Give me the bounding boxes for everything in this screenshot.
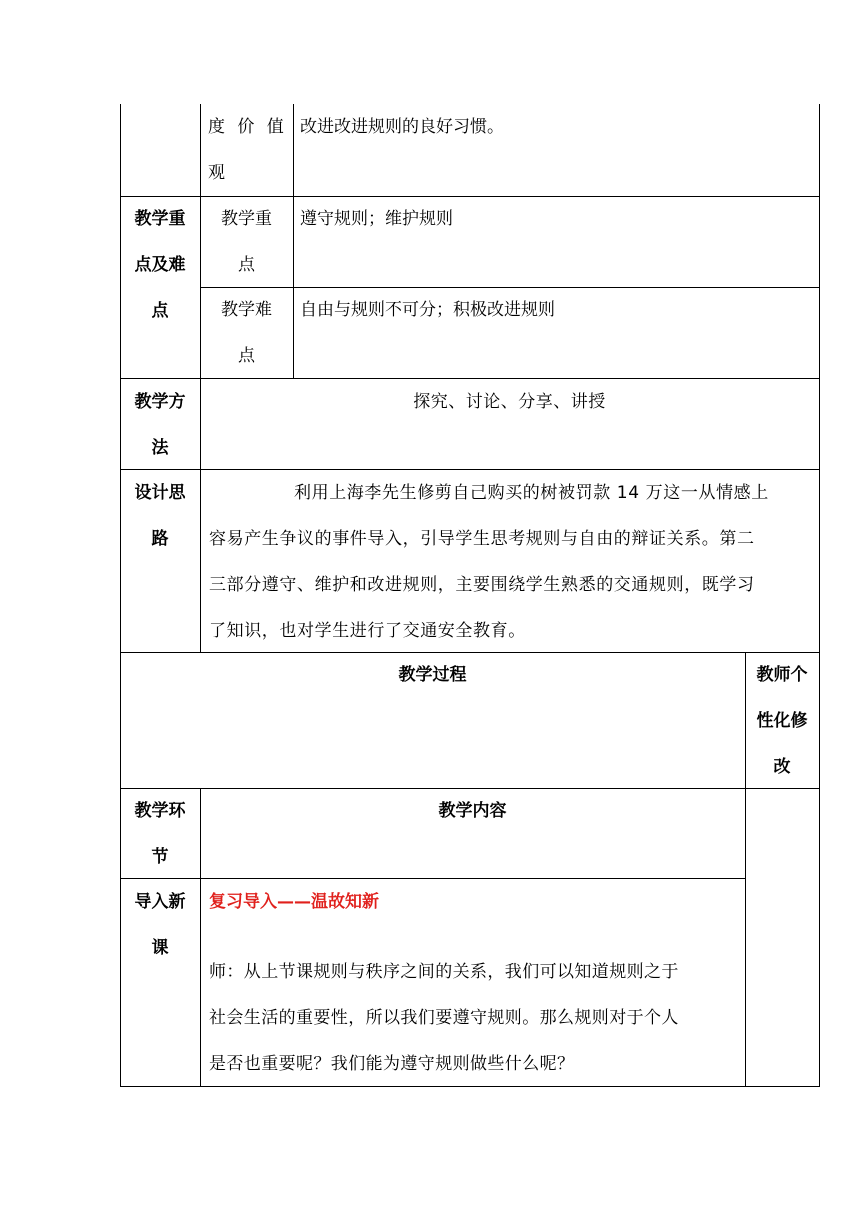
intro-heading: 复习导入——温故知新	[209, 892, 379, 912]
stage-label-line-1: 教学环	[134, 801, 186, 821]
method-label-line-1: 教学方	[134, 392, 186, 412]
intro-text-line-2: 社会生活的重要性，所以我们要遵守规则。那么规则对于个人	[209, 1008, 679, 1028]
design-text-line-2: 容易产生争议的事件导入，引导学生思考规则与自由的辩证关系。第二	[209, 529, 755, 549]
table-border-right	[819, 104, 820, 1086]
attitude-content: 改进改进规则的良好习惯。	[300, 117, 504, 137]
difficult-point-label-line-1: 教学难	[221, 300, 272, 320]
process-side-label-line-1: 教师个	[756, 665, 808, 685]
method-label-line-2: 法	[151, 438, 169, 458]
content-label: 教学内容	[438, 801, 507, 821]
key-point-label-line-1: 教学重	[221, 209, 272, 229]
difficult-point-content: 自由与规则不可分；积极改进规则	[300, 300, 555, 320]
stage-label-line-2: 节	[151, 847, 169, 867]
attitude-sublabel-line-1: 度 价 值	[208, 117, 285, 137]
design-text-line-3: 三部分遵守、维护和改进规则，主要围绕学生熟悉的交通规则，既学习	[209, 575, 755, 595]
col-divider-sublabel	[293, 104, 294, 378]
attitude-sublabel-line-2: 观	[208, 163, 225, 183]
design-label-line-2: 路	[151, 529, 169, 549]
design-text-line-4: 了知识，也对学生进行了交通安全教育。	[209, 621, 526, 641]
key-point-label-line-2: 点	[238, 255, 255, 275]
difficult-point-label-line-2: 点	[238, 346, 255, 366]
intro-label-line-1: 导入新	[134, 892, 186, 912]
keypoints-label-line-3: 点	[151, 301, 169, 321]
design-text-line-1: 利用上海李先生修剪自己购买的树被罚款 14 万这一从情感上	[294, 483, 769, 503]
intro-text-line-1: 师：从上节课规则与秩序之间的关系，我们可以知道规则之于	[209, 962, 679, 982]
process-side-label-line-3: 改	[773, 757, 791, 777]
intro-label-line-2: 课	[151, 938, 169, 958]
process-side-label-line-2: 性化修	[756, 711, 808, 731]
design-label-line-1: 设计思	[134, 483, 186, 503]
intro-text-line-3: 是否也重要呢？我们能为遵守规则做些什么呢？	[209, 1054, 575, 1074]
process-title: 教学过程	[398, 665, 467, 685]
method-content: 探究、讨论、分享、讲授	[413, 392, 606, 412]
keypoints-label-line-1: 教学重	[134, 209, 186, 229]
keypoints-label-line-2: 点及难	[134, 255, 186, 275]
key-point-content: 遵守规则；维护规则	[300, 209, 453, 229]
